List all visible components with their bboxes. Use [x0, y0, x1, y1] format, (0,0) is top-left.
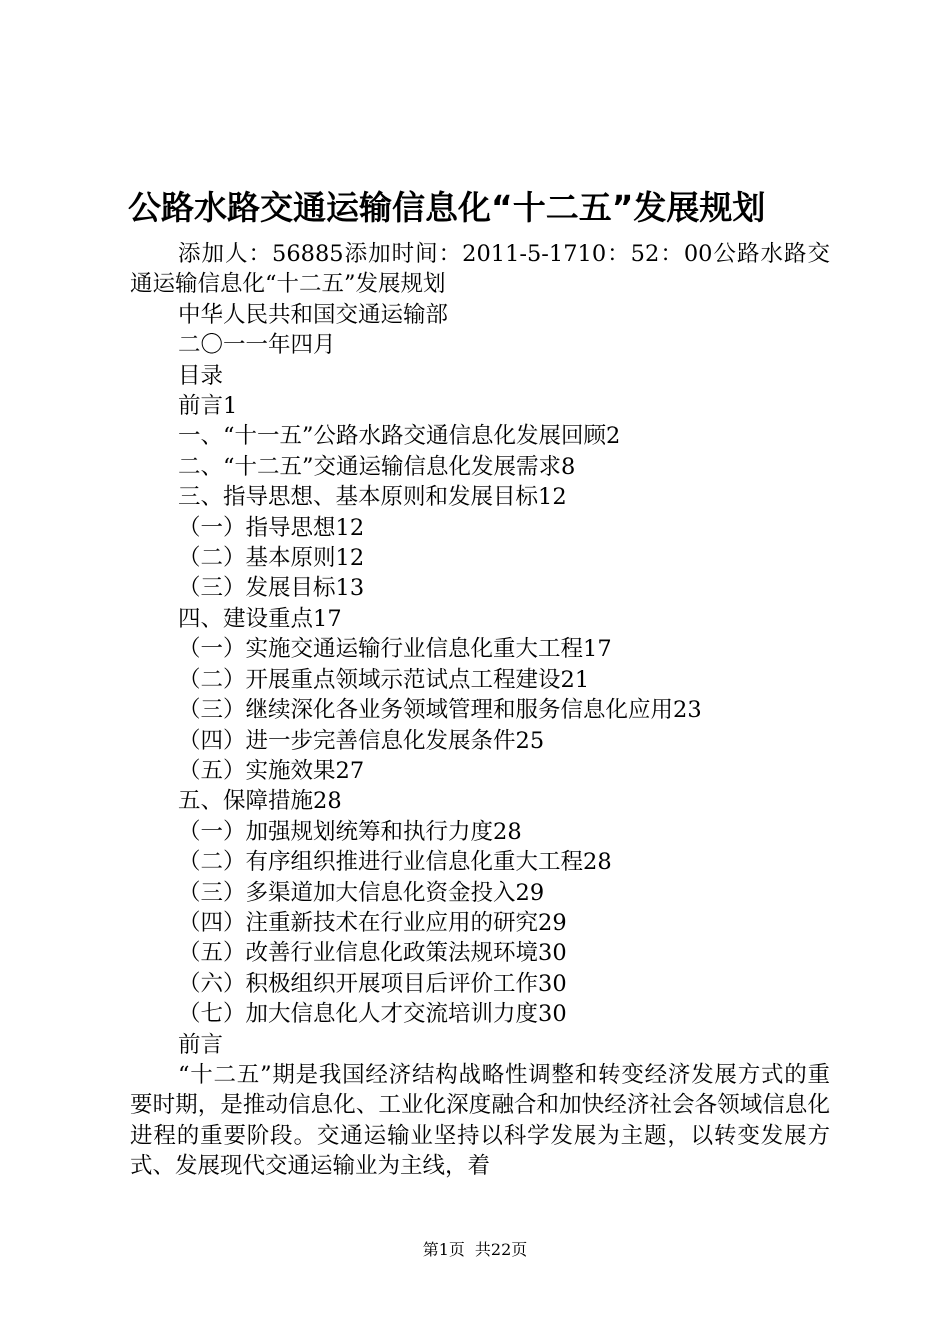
toc-item: （七）加大信息化人才交流培训力度30 [178, 1001, 567, 1028]
page-total: 共22页 [474, 1240, 528, 1259]
toc-item: （六）积极组织开展项目后评价工作30 [178, 970, 567, 997]
toc-item: （五）实施效果27 [178, 757, 365, 784]
table-of-contents [130, 391, 830, 1030]
document-body [130, 239, 830, 1182]
toc-item: （五）改善行业信息化政策法规环境30 [178, 940, 567, 967]
toc-item: （一）实施交通运输行业信息化重大工程17 [178, 636, 612, 663]
toc-item: 五、保障措施28 [178, 788, 342, 815]
toc-item: （一）加强规划统筹和执行力度28 [178, 818, 522, 845]
toc-item: 一、“十一五”公路水路交通信息化发展回顾2 [178, 423, 621, 450]
page-number: 第1页 [422, 1240, 465, 1259]
toc-item: （三）多渠道加大信息化资金投入29 [178, 879, 545, 906]
preface-heading: 前言 [178, 1031, 224, 1058]
toc-item: （四）进一步完善信息化发展条件25 [178, 727, 545, 754]
toc-item: 二、“十二五”交通运输信息化发展需求8 [178, 453, 576, 480]
toc-item: （四）注重新技术在行业应用的研究29 [178, 909, 567, 936]
toc-item: （二）有序组织推进行业信息化重大工程28 [178, 849, 612, 876]
toc-item: （三）继续深化各业务领域管理和服务信息化应用23 [178, 697, 702, 724]
issuer-line: 中华人民共和国交通运输部 [178, 301, 449, 328]
toc-item: （一）指导思想12 [178, 514, 365, 541]
document-title: 公路水路交通运输信息化“十二五”发展规划 [128, 188, 766, 227]
toc-item: 前言1 [178, 393, 238, 420]
toc-heading: 目录 [178, 362, 224, 389]
preface-paragraph: “十二五”期是我国经济结构战略性调整和转变经济发展方式的重要时期，是推动信息化、工业化深度融合和加快经济社会各领域信息化进程的重要阶段。交通运输业坚持以科学发展为主题，以转变发展方式、发展现代交通运输业为主线，着 [130, 1061, 830, 1180]
meta-line: 添加人：56885添加时间：2011-5-1710：52：00公路水路交通运输信息化“十二五”发展规划 [130, 241, 830, 298]
toc-item: （二）基本原则12 [178, 545, 365, 572]
page-footer [0, 1238, 950, 1262]
toc-item: 四、建设重点17 [178, 605, 342, 632]
toc-item: （三）发展目标13 [178, 575, 365, 602]
date-line: 二〇一一年四月 [178, 332, 336, 359]
toc-item: 三、指导思想、基本原则和发展目标12 [178, 484, 567, 511]
toc-item: （二）开展重点领域示范试点工程建设21 [178, 666, 590, 693]
